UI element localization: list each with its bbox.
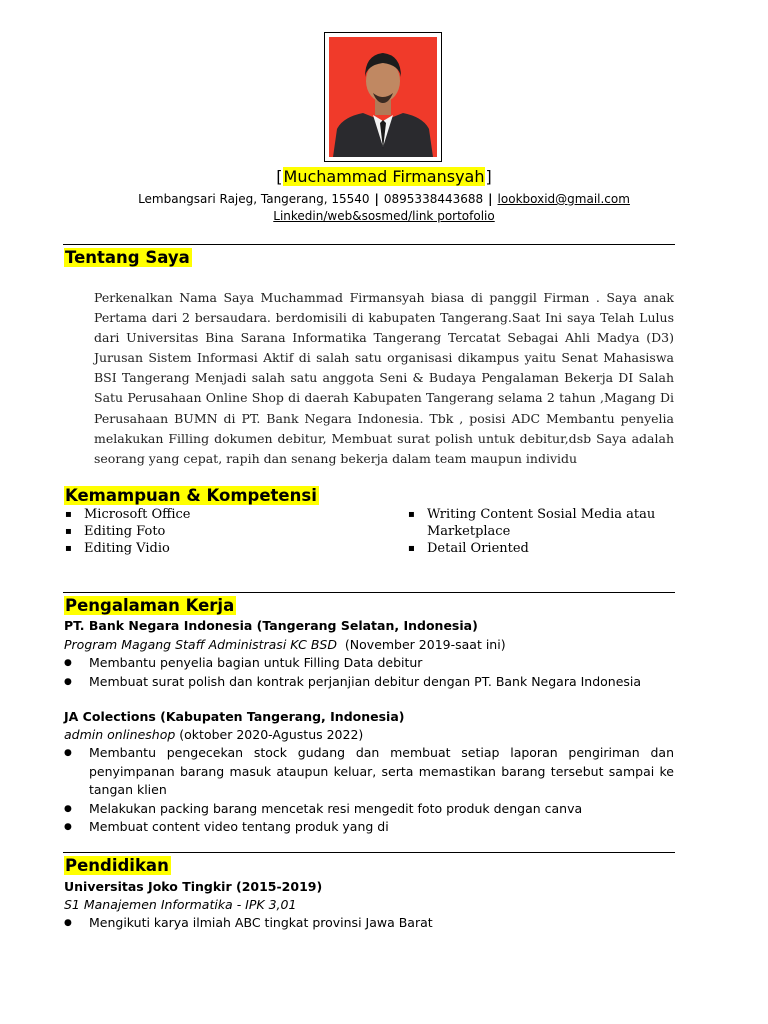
separator: | <box>488 192 493 206</box>
profile-photo <box>329 37 437 157</box>
duty-item: ● Membantu penyelia bagian untuk Filling Data debitur <box>64 654 674 673</box>
about-text: Perkenalkan Nama Saya Muchammad Firmansyah biasa di panggil Firman . Saya anak Pertama dari 2 bersaudara. berdomisili di kabupaten Tangerang.Saat Ini saya Telah Lulus dari Universitas Bina Sarana Informatika Tangerang Tercatat Sebagai Ahli Madya (D3) Jurusan Sistem Informasi Aktif di salah satu organisasi dikampus yaitu Senat Mahasiswa BSI Tangerang Menjadi salah satu anggota Seni & Budaya Pengalaman Bekerja DI Salah Satu Perusahaan Online Shop di daerah Kabupaten Tangerang selama 2 tahun ,Magang Di Perusahaan BUMN di PT. Bank Negara Indonesia. Tbk , posisi ADC Membantu penyelia melakukan Filling dokumen debitur, Membuat surat polish untuk debitur,dsb Saya adalah seorang yang cepat, rapih dan senang bekerja dalam team maupun individu <box>94 290 674 466</box>
section-title-education: Pendidikan <box>65 856 169 875</box>
job-duties <box>64 744 674 837</box>
skill-item: ▪ Editing Vidio <box>65 541 365 558</box>
education-school: Universitas Joko Tingkir (2015-2019) <box>64 879 323 894</box>
duty-item: ● Melakukan packing barang mencetak resi mengedit foto produk dengan canva <box>64 800 674 819</box>
section-divider <box>63 592 675 593</box>
person-portrait-icon <box>329 37 437 157</box>
skill-item: ▪ Editing Foto <box>65 524 365 541</box>
portfolio-links[interactable]: Linkedin/web&sosmed/link portofolio <box>273 209 495 223</box>
phone: 0895338443688 <box>383 192 484 206</box>
duty-item: ● Membantu pengecekan stock gudang dan membuat setiap laporan pengiriman dan penyimpanan barang masuk ataupun keluar, serta memastikan barang tersebut sampai ke tangan klien <box>64 744 674 800</box>
job-company: PT. Bank Negara Indonesia (Tangerang Selatan, Indonesia) <box>64 618 478 633</box>
job-company: JA Colections (Kabupaten Tangerang, Indonesia) <box>64 709 405 724</box>
profile-photo-frame <box>324 32 442 162</box>
section-title-skills: Kemampuan & Kompetensi <box>65 486 317 505</box>
candidate-name: Muchammad Firmansyah <box>283 167 485 186</box>
education-degree: S1 Manajemen Informatika - IPK 3,01 <box>64 897 297 912</box>
candidate-name-line: [Muchammad Firmansyah] <box>276 167 492 186</box>
job-role-line <box>64 636 506 654</box>
job-role-line <box>64 726 363 744</box>
section-title-about: Tentang Saya <box>65 248 190 267</box>
skill-item: ▪ Detail Oriented <box>408 541 670 558</box>
skill-item: ▪ Microsoft Office <box>65 507 365 524</box>
email-link[interactable]: lookboxid@gmail.com <box>497 192 630 206</box>
separator: | <box>374 192 379 206</box>
contact-line <box>0 191 768 225</box>
skill-item: ▪ Writing Content Sosial Media atau Marketplace <box>408 507 670 541</box>
section-divider <box>63 244 675 245</box>
job-role: Program Magang Staff Administrasi KC BSD <box>64 637 337 652</box>
duty-item: ● Membuat surat polish dan kontrak perjanjian debitur dengan PT. Bank Negara Indonesia <box>64 673 674 692</box>
duty-item: ● Membuat content video tentang produk yang di <box>64 818 674 837</box>
job-period: (November 2019-saat ini) <box>344 637 506 652</box>
address: Lembangsari Rajeg, Tangerang, 15540 <box>138 192 370 206</box>
job-duties <box>64 654 674 691</box>
achievement-item: ● Mengikuti karya ilmiah ABC tingkat provinsi Jawa Barat <box>64 914 674 933</box>
job-role: admin onlineshop <box>64 727 176 742</box>
skills-list-right <box>408 507 670 557</box>
job-period: (oktober 2020-Agustus 2022) <box>179 727 364 742</box>
education-achievements <box>64 914 674 933</box>
education-degree-line <box>64 896 296 914</box>
section-divider <box>63 852 675 853</box>
section-title-experience: Pengalaman Kerja <box>65 596 235 615</box>
skills-list-left <box>65 507 365 557</box>
